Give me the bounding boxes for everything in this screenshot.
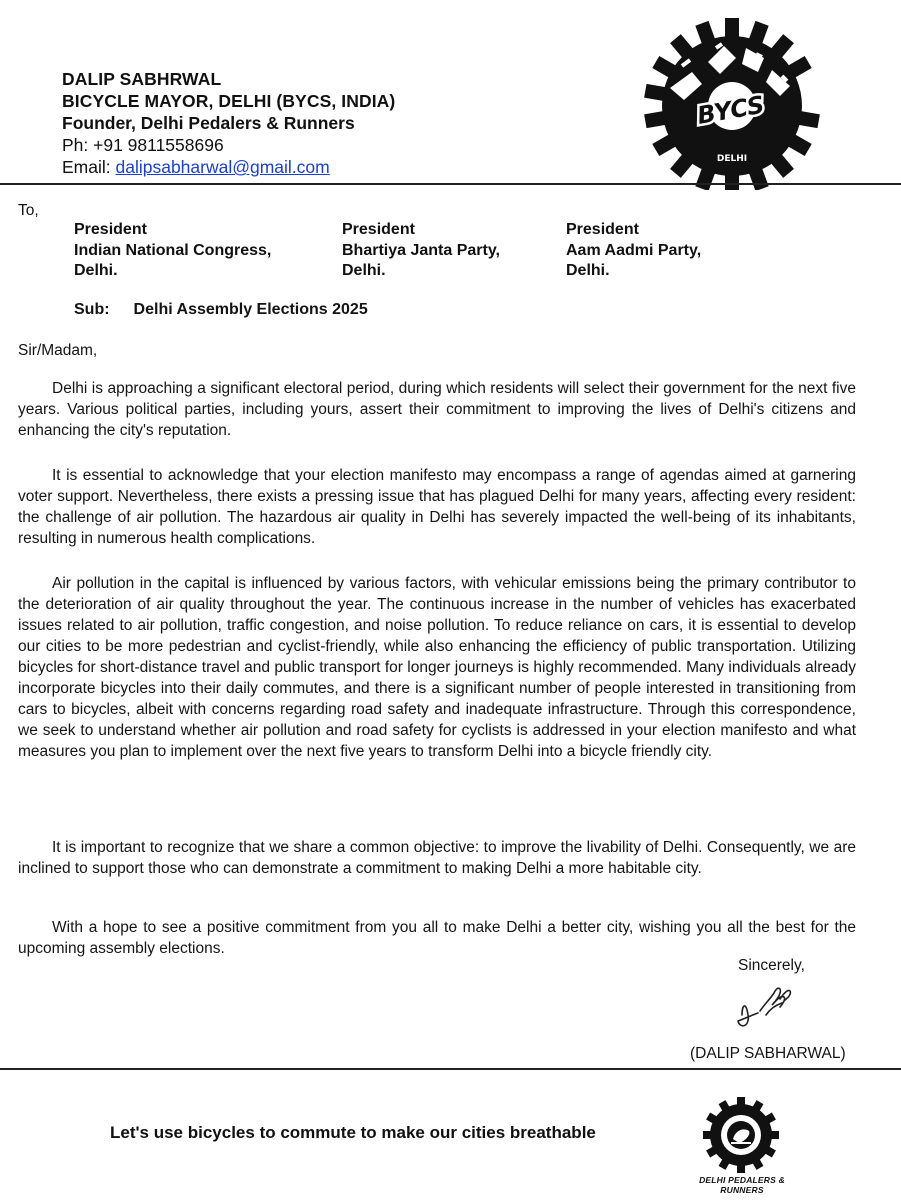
delhi-pedalers-name: DELHI PEDALERS & RUNNERS	[699, 1175, 785, 1195]
subject-text: Delhi Assembly Elections 2025	[133, 301, 368, 318]
addressee-role: President	[566, 221, 639, 238]
addressee-org: Bhartiya Janta Party,	[342, 241, 500, 259]
body-paragraph-4: It is important to recognize that we share a common objective: to improve the livability of Delhi. Consequently, we are inclined to support those who can demonstrate a commitment to making Delhi a more habitable city.	[18, 839, 856, 877]
body-paragraph-2: It is essential to acknowledge that your election manifesto may encompass a range of agendas aimed at garnering voter support. Nevertheless, there exists a pressing issue that has plagued Delhi for many years, affecting every resident: the challenge of air pollution. The hazardous air quality in Delhi has severely impacted the well-being of its inhabitants, resulting in numerous health complications.	[18, 467, 856, 547]
bycs-wordmark: BYCS	[695, 90, 767, 130]
body-paragraph-3: Air pollution in the capital is influenced by various factors, with vehicular emissions being the primary contributor to the deterioration of air quality throughout the year. The continuous increase in the number of vehicles has exacerbated issues related to air pollution, traffic congestion, and noise pollution. To reduce reliance on cars, it is essential to develop our cities to be more pedestrian and cyclist-friendly, while also enhancing the efficiency of public transportation. Utilizing bicycles for short-distance travel and public transport for longer journeys is highly recommended. Many individuals already incorporate bicycles into their daily commutes, and there is a significant number of people interested in transitioning from cars to bicycles, albeit with concerns regarding road safety and inadequate infrastructure. Through this correspondence, we seek to understand whether air pollution and road safety for cyclists is addressed in your election manifesto and what measures you plan to implement over the next five years to transform Delhi into a bicycle friendly city.	[18, 575, 856, 760]
salutation: Sir/Madam,	[18, 342, 98, 359]
body-paragraph-5: With a hope to see a positive commitment from you all to make Delhi a better city, wishing you all the best for the upcoming assembly elections.	[18, 919, 856, 957]
footer-slogan: Let's use bicycles to commute to make our cities breathable	[110, 1123, 596, 1142]
body-paragraph-1: Delhi is approaching a significant electoral period, during which residents will select their government for the next five years. Various political parties, including yours, assert their commitment to improving the lives of Delhi's citizens and enhancing the city's reputation.	[18, 380, 856, 439]
sender-phone: Ph: +91 9811558696	[62, 135, 224, 155]
bycs-city: DELHI	[716, 154, 748, 164]
addressee-inc	[74, 220, 271, 282]
addressee-city: Delhi.	[74, 262, 118, 279]
addressee-aap	[566, 220, 701, 282]
header-divider	[0, 183, 901, 185]
subject-line	[74, 301, 368, 319]
email-link[interactable]: dalipsabharwal@gmail.com	[115, 157, 330, 177]
closing: Sincerely,	[738, 957, 805, 974]
addressee-bjp	[342, 220, 500, 282]
addressee-city: Delhi.	[342, 262, 386, 279]
addressee-role: President	[74, 221, 147, 238]
addressee-org: Aam Aadmi Party,	[566, 241, 702, 259]
sender-founder: Founder, Delhi Pedalers & Runners	[62, 113, 355, 133]
signature-icon	[730, 975, 800, 1037]
sender-name: DALIP SABHRWAL	[62, 69, 222, 89]
email-label: Email:	[62, 157, 116, 177]
bycs-logo-icon	[628, 14, 836, 190]
sender-email-line	[62, 156, 582, 178]
sender-title: BICYCLE MAYOR, DELHI (BYCS, INDIA)	[62, 91, 396, 111]
to-label: To,	[18, 202, 39, 219]
letterhead	[62, 68, 582, 178]
footer-divider	[0, 1068, 901, 1070]
subject-label: Sub:	[74, 301, 110, 318]
delhi-pedalers-logo-icon	[702, 1096, 780, 1174]
addressee-role: President	[342, 221, 415, 238]
addressee-city: Delhi.	[566, 262, 610, 279]
signature-name: (DALIP SABHARWAL)	[690, 1045, 846, 1062]
addressee-org: Indian National Congress,	[74, 241, 272, 259]
